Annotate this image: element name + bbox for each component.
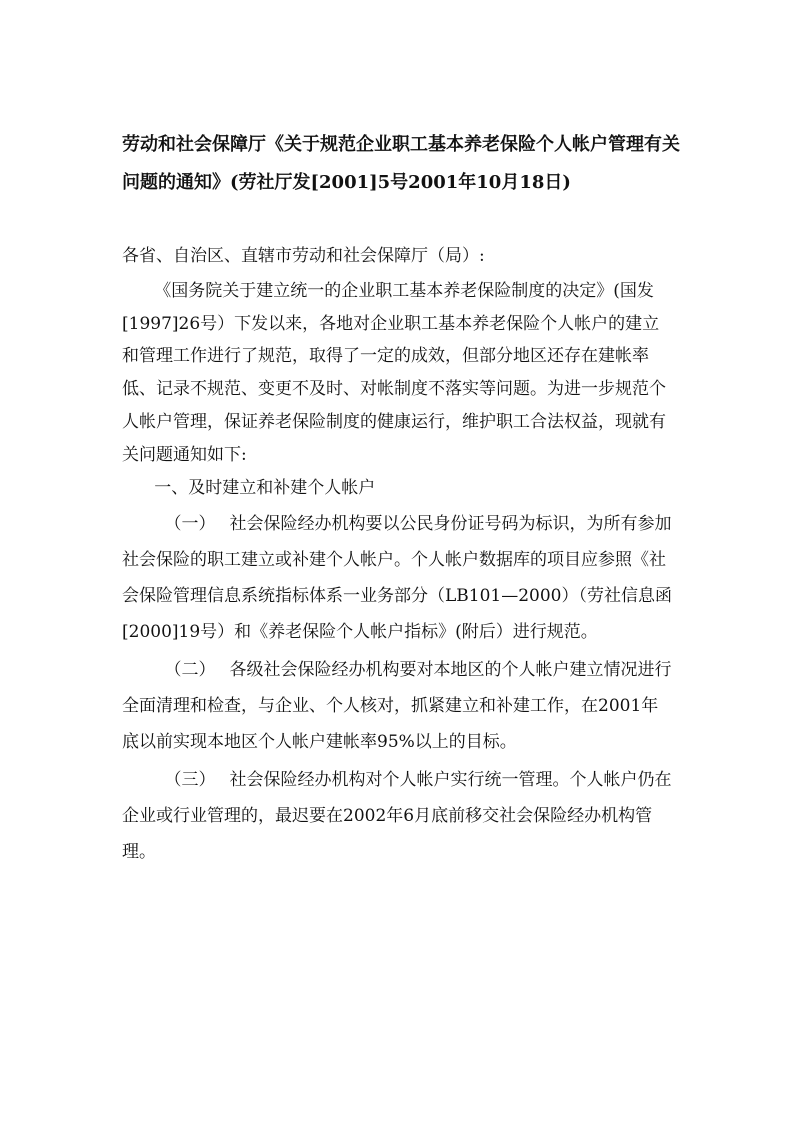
- document-title: 劳动和社会保障厅《关于规范企业职工基本养老保险个人帐户管理有关问题的通知》(劳社厅发[2001]5号2001年10月18日): [122, 134, 680, 193]
- item-number: （二）: [164, 660, 216, 681]
- document-body: [122, 240, 674, 872]
- salutation: 各省、自治区、直辖市劳动和社会保障厅（局）:: [122, 246, 485, 266]
- item-number: （三）: [164, 770, 216, 791]
- section-heading: 一、及时建立和补建个人帐户: [154, 477, 376, 498]
- list-item: [122, 652, 674, 760]
- item-text: 社会保险经办机构要以公民身份证号码为标识，为所有参加社会保险的职工建立或补建个人帐户。个人帐户数据库的项目应参照《社会保险管理信息系统指标体系一业务部分（LB101—2000）（劳社信息函[2000]19号）和《养老保险个人帐户指标》(附后）进行规范。: [122, 514, 672, 643]
- item-text: 各级社会保险经办机构要对本地区的个人帐户建立情况进行全面清理和检查，与企业、个人核对，抓紧建立和补建工作，在2001年底以前实现本地区个人帐户建帐率95%以上的目标。: [122, 660, 672, 753]
- item-number: （一）: [164, 514, 216, 535]
- intro-paragraph: 《国务院关于建立统一的企业职工基本养老保险制度的决定》(国发[1997]26号）下发以来，各地对企业职工基本养老保险个人帐户的建立和管理工作进行了规范，取得了一定的成效，但部分地区还存在建帐率低、记录不规范、变更不及时、对帐制度不落实等问题。为进一步规范个人帐户管理，保证养老保险制度的健康运行，维护职工合法权益，现就有关问题通知如下:: [122, 280, 666, 465]
- list-item: [122, 762, 674, 870]
- list-item: [122, 506, 674, 650]
- item-text: 社会保险经办机构对个人帐户实行统一管理。个人帐户仍在企业或行业管理的，最迟要在2002年6月底前移交社会保险经办机构管理。: [122, 770, 672, 863]
